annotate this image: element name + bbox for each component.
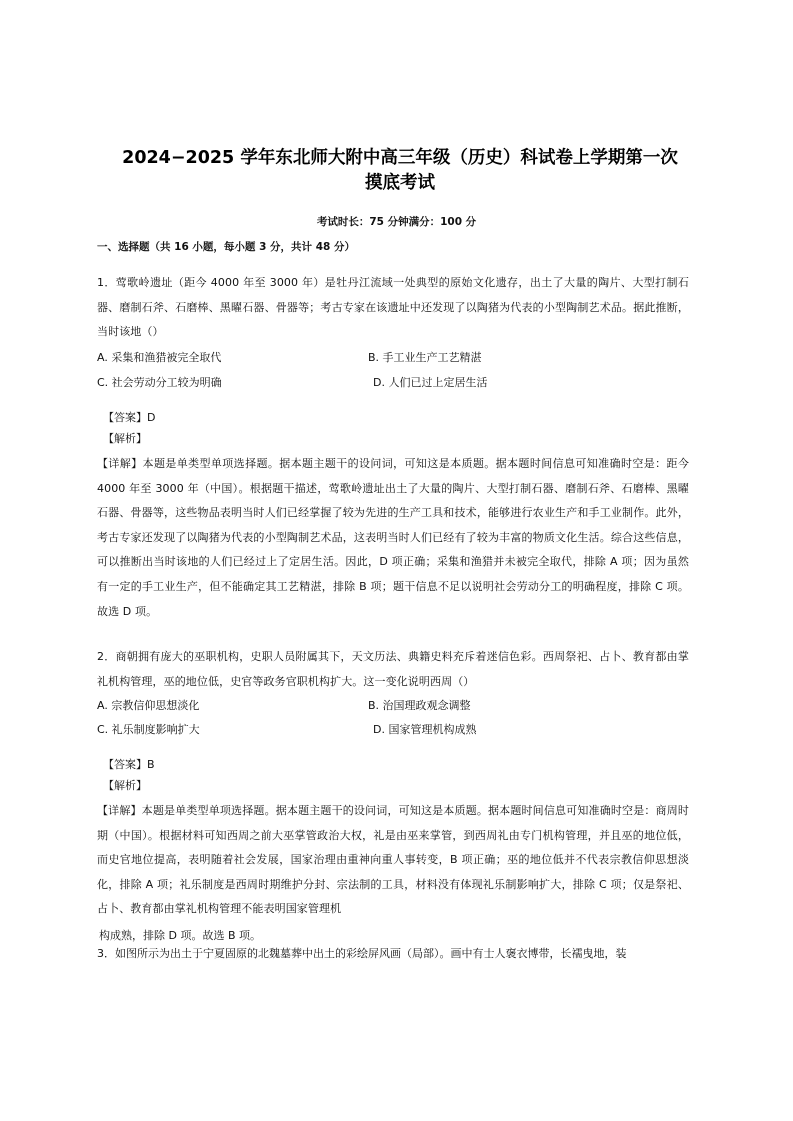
question-1-option-d: D. 人们已过上定居生活 — [373, 376, 488, 389]
question-2-detail-tail: 构成熟，排除 D 项。故选 B 项。 — [99, 929, 262, 942]
exam-meta: 考试时长：75 分钟满分：100 分 — [316, 216, 477, 228]
question-2-stem: 2．商朝拥有庞大的巫职机构，史职人员附属其下，天文历法、典籍史料充斥着迷信色彩。西周祭祀、占卜、教育都由掌礼机构管理，巫的地位低，史官等政务官职机构扩大。这一变化说明西周（） — [97, 650, 689, 688]
question-2-analysis-label: 【解析】 — [103, 779, 147, 792]
question-2-option-b: B. 治国理政观念调整 — [368, 699, 471, 712]
question-1-option-c: C. 社会劳动分工较为明确 — [97, 376, 222, 389]
question-2-answer: 【答案】B — [103, 758, 155, 771]
question-1-analysis-label: 【解析】 — [103, 432, 147, 445]
question-2-option-a: A. 宗教信仰思想淡化 — [97, 699, 200, 712]
question-1-stem: 1．莺歌岭遗址（距今 4000 年至 3000 年）是牡丹江流域一处典型的原始文化遗存，出土了大量的陶片、大型打制石器、磨制石斧、石磨棒、黑曜石器、骨器等；考古专家在该遗址中还发现了以陶猪为代表的小型陶制艺术品。据此推断，当时该地（） — [97, 276, 689, 339]
question-3-stem: 3．如图所示为出土于宁夏固原的北魏墓葬中出土的彩绘屏风画（局部）。画中有士人褒衣博带，长襦曳地，装 — [97, 947, 627, 960]
question-1-option-b: B. 手工业生产工艺精湛 — [368, 351, 482, 364]
exam-title-line1: 2024−2025 学年东北师大附中高三年级（历史）科试卷上学期第一次 — [122, 148, 678, 168]
question-1-answer: 【答案】D — [103, 411, 156, 424]
question-2-detail: 【详解】本题是单类型单项选择题。据本题主题干的设问词，可知这是本质题。据本题时间信息可知准确时空是：商周时期（中国）。根据材料可知西周之前大巫掌管政治大权，礼是由巫来掌管，到西周礼由专门机构管理，并且巫的地位低，而史官地位提高，表明随着社会发展，国家治理由重神向重人事转变，B 项正确；巫的地位低并不代表宗教信仰思想淡化，排除 A 项；礼乐制度是西周时期维护分封、宗法制的工具，材料没有体现礼乐制影响扩大，排除 C 项；仅是祭祀、占卜、教育都由掌礼机构管理不能表明国家管理机 — [97, 804, 689, 916]
question-1-detail: 【详解】本题是单类型单项选择题。据本题主题干的设问词，可知这是本质题。据本题时间信息可知准确时空是：距今 4000 年至 3000 年（中国）。根据题干描述，莺歌岭遗址出土了大量的陶片、大型打制石器、磨制石斧、石磨棒、黑曜石器、骨器等，这些物品表明当时人们已经掌握了较为先进的生产工具和技术，能够进行农业生产和手工业制作。此外，考古专家还发现了以陶猪为代表的小型陶制艺术品，这表明当时人们已经有了较为丰富的物质文化生活。综合这些信息，可以推断出当时该地的人们已经过上了定居生活。因此，D 项正确；采集和渔猎并未被完全取代，排除 A 项；因为虽然有一定的手工业生产，但不能确定其工艺精湛，排除 B 项；题干信息不足以说明社会劳动分工的明确程度，排除 C 项。故选 D 项。 — [97, 457, 689, 618]
exam-title-line2: 摸底考试 — [365, 173, 435, 193]
section-heading: 一、选择题（共 16 小题，每小题 3 分，共计 48 分） — [97, 241, 355, 253]
question-1-option-a: A. 采集和渔猎被完全取代 — [97, 351, 222, 364]
question-2-option-d: D. 国家管理机构成熟 — [373, 723, 477, 736]
question-2-option-c: C. 礼乐制度影响扩大 — [97, 723, 200, 736]
